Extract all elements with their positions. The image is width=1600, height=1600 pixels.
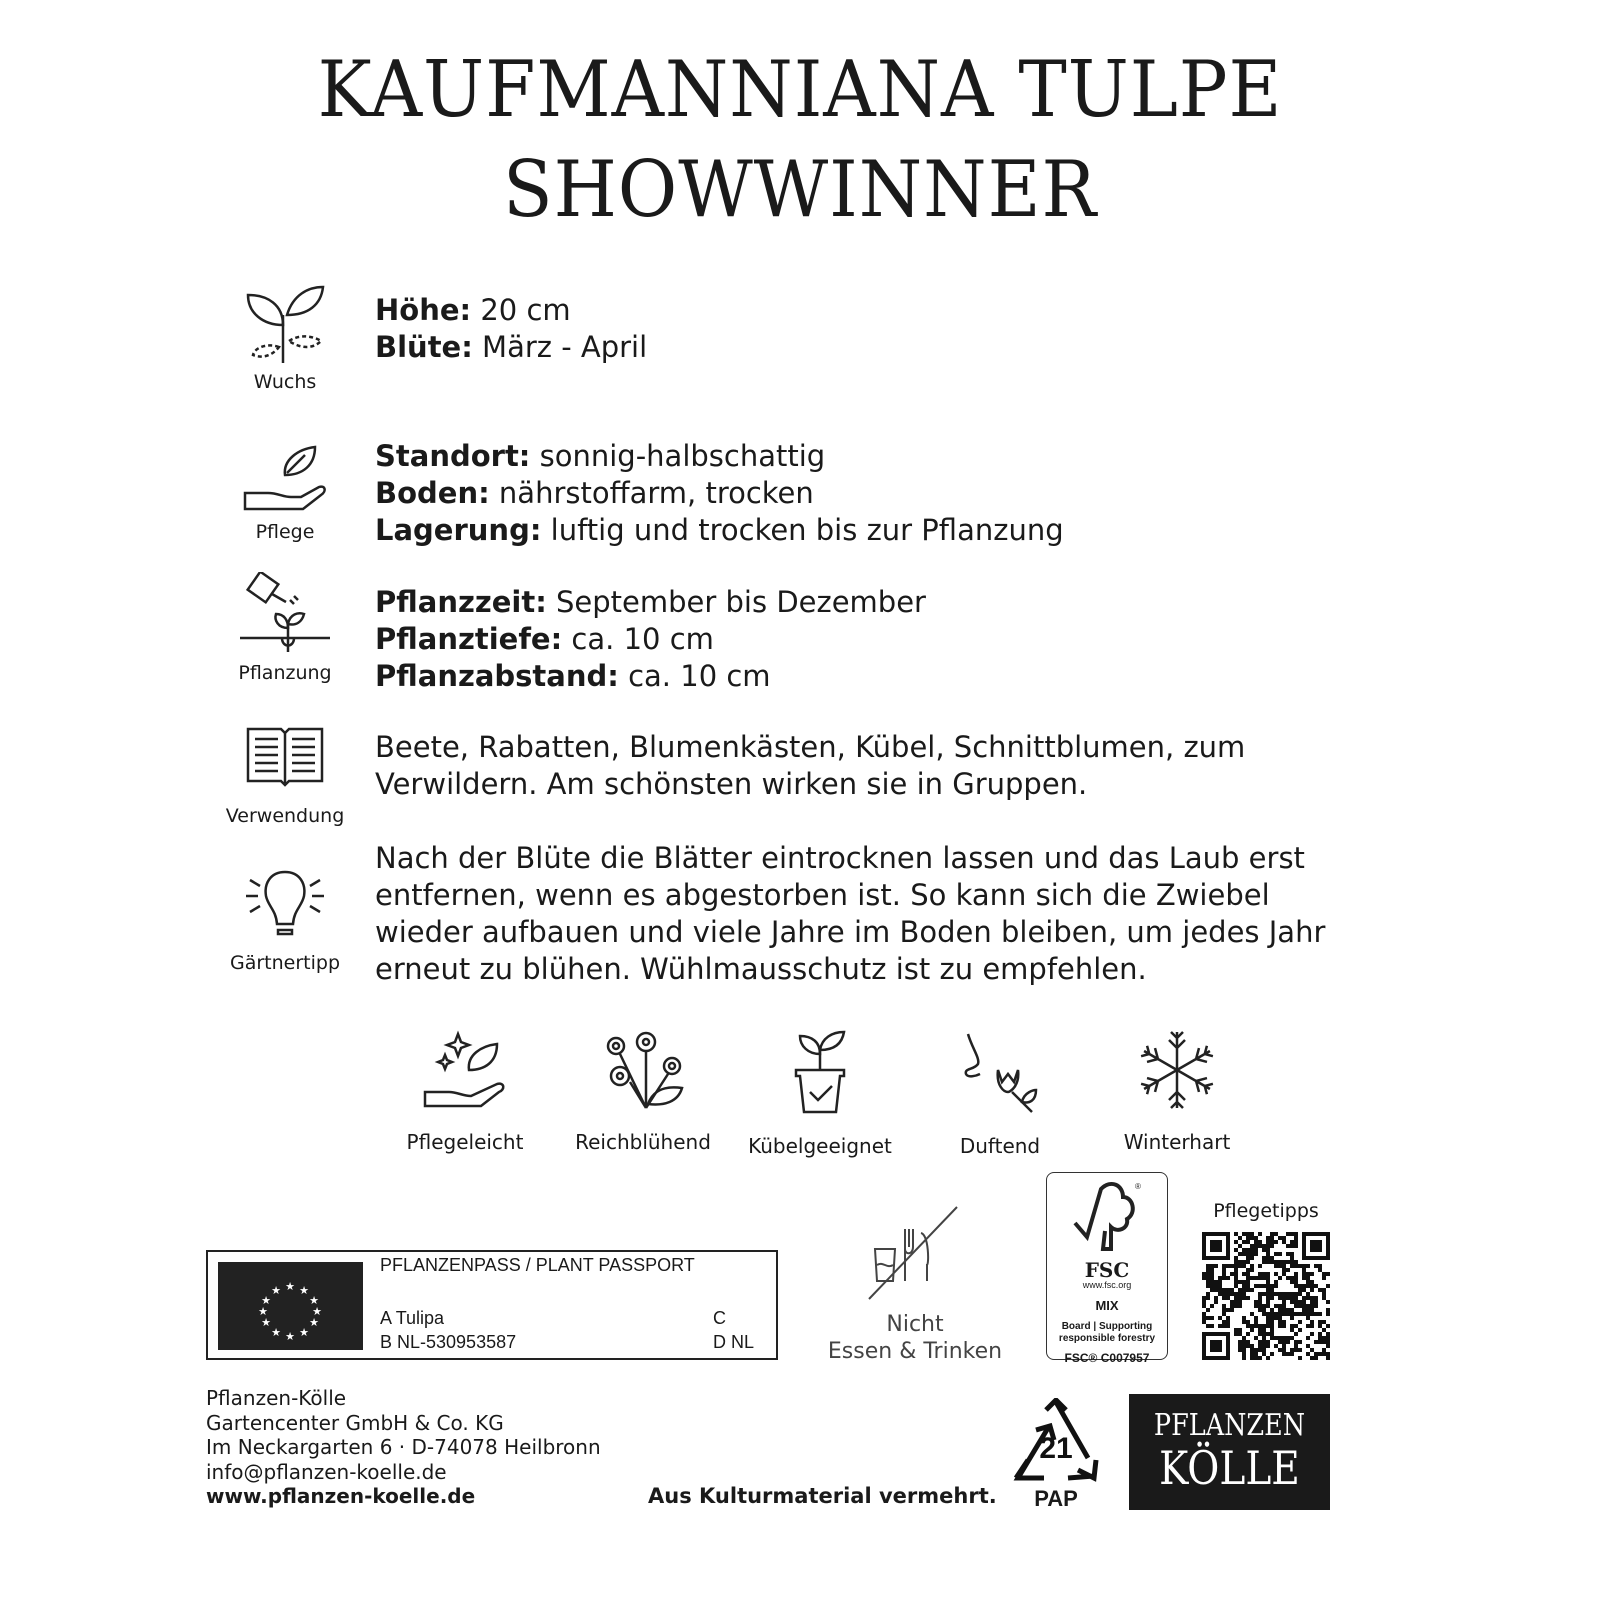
brand-line2: KÖLLE [1159,1441,1300,1495]
feature-label: Winterhart [1123,1130,1231,1154]
fsc-logo [1046,1172,1168,1365]
svg-text:★: ★ [299,1284,309,1297]
fsc-name: FSC [1084,1258,1130,1282]
field-value: nährstoffarm, trocken [489,476,814,510]
svg-text:★: ★ [261,1316,271,1329]
section-verwendung-icon-block [225,725,345,827]
section-gaertnertipp-icon-block [225,868,345,974]
field-value: ca. 10 cm [562,622,714,656]
field-value: 20 cm [471,293,571,327]
origin-note: Aus Kulturmaterial vermehrt. [648,1484,997,1508]
recycle-icon [1008,1398,1104,1488]
warning-line1: Nicht [886,1312,944,1337]
svg-text:★: ★ [309,1316,319,1329]
section-pflanzung-text [375,584,1335,695]
recycle-code: PAP [1034,1486,1078,1511]
section-pflege-icon-block [225,445,345,543]
feature-label: Pflegeleicht [406,1130,524,1154]
lightbulb-icon [242,868,328,938]
field-key: Pflanzzeit: [375,585,547,619]
address-block [206,1386,601,1509]
qr-block [1200,1200,1332,1364]
feature-pflegeleicht [390,1030,540,1154]
field-key: Boden: [375,476,490,510]
svg-text:★: ★ [258,1305,268,1318]
fsc-mix: MIX [1095,1298,1119,1313]
nose-flower-icon [960,1030,1040,1114]
plant-growth-icon [243,285,327,365]
feature-label: Kübelgeeignet [748,1134,892,1158]
feature-duftend [925,1030,1075,1158]
section-verwendung-text: Beete, Rabatten, Blumenkästen, Kübel, Schnittblumen, zum Verwildern. Am schönsten wirken sie in Gruppen. [375,730,1246,801]
passport-a: A Tulipa [380,1308,445,1328]
svg-text:★: ★ [271,1284,281,1297]
field-key: Höhe: [375,293,472,327]
fsc-url: www.fsc.org [1082,1280,1132,1290]
feature-label: Reichblühend [575,1130,711,1154]
flowers-icon [598,1030,688,1110]
field-key: Standort: [375,439,531,473]
svg-text:★: ★ [309,1294,319,1307]
address-company-form: Gartencenter GmbH & Co. KG [206,1410,504,1435]
qr-code[interactable] [1202,1232,1330,1360]
product-title-line2: SHOWWINNER [502,145,1098,235]
hand-sparkle-icon [423,1030,507,1110]
field-value: sonnig-halbschattig [530,439,826,473]
svg-text:★: ★ [271,1326,281,1339]
warning-line2: Essen & Trinken [827,1339,1003,1364]
brand-logo [1129,1394,1330,1510]
field-value: ca. 10 cm [618,659,771,693]
address-email[interactable]: info@pflanzen-koelle.de [206,1459,447,1484]
passport-title: PFLANZENPASS / PLANT PASSPORT [380,1255,695,1275]
recycle-number: 21 [1039,1432,1073,1465]
feature-reichbluehend [568,1030,718,1154]
section-label: Gärtnertipp [229,952,341,974]
svg-text:★: ★ [261,1294,271,1307]
snowflake-icon [1137,1030,1217,1110]
section-label: Pflege [255,521,315,543]
field-key: Pflanztiefe: [375,622,563,656]
section-pflege-text [375,438,1335,549]
feature-label: Duftend [959,1134,1041,1158]
fsc-tree-icon [1067,1179,1147,1255]
plant-passport [206,1250,778,1360]
not-edible-warning [820,1205,1010,1365]
section-wuchs-text [375,292,1335,366]
passport-d: D NL [713,1332,755,1352]
field-value: September bis Dezember [546,585,926,619]
section-wuchs-icon-block [225,285,345,393]
product-title-line1: KAUFMANNIANA TULPE [317,45,1283,135]
svg-text:★: ★ [299,1326,309,1339]
fsc-code: FSC® C007957 [1064,1351,1150,1365]
fsc-claim: Board | Supporting responsible forestry [1058,1321,1156,1344]
book-icon [245,725,325,787]
section-label: Pflanzung [238,662,332,684]
eu-flag-icon [218,1262,363,1350]
field-value: März - April [472,330,648,364]
section-label: Verwendung [225,805,345,827]
plant-pot-check-icon [790,1030,850,1114]
address-company: Pflanzen-Kölle [206,1386,347,1410]
section-label: Wuchs [253,371,317,393]
field-key: Blüte: [375,330,473,364]
passport-b: B NL-530953587 [380,1332,517,1352]
svg-text:★: ★ [312,1305,322,1318]
brand-line1: PFLANZEN [1153,1408,1306,1443]
feature-kuebelgeeignet [745,1030,895,1158]
svg-text:★: ★ [285,1330,295,1343]
watering-can-icon [238,572,332,656]
address-website[interactable]: www.pflanzen-koelle.de [206,1484,476,1508]
hand-leaf-icon [243,445,327,515]
svg-text:★: ★ [285,1280,295,1293]
section-gaertnertipp-text: Nach der Blüte die Blätter eintrocknen lassen und das Laub erst entfernen, wenn es abgestorben ist. So kann sich die Zwiebel wieder aufbauen und viele Jahre im Boden bleiben, um jedes Jahr erneut zu blühen. Wühlmausschutz ist zu empfehlen. [375,841,1326,986]
passport-c: C [713,1308,726,1328]
address-street: Im Neckargarten 6 · D-74078 Heilbronn [206,1435,601,1459]
field-key: Pflanzabstand: [375,659,619,693]
feature-winterhart [1102,1030,1252,1154]
recycling-symbol [1008,1398,1104,1512]
field-value: luftig und trocken bis zur Pflanzung [541,513,1064,547]
field-key: Lagerung: [375,513,542,547]
svg-text:®: ® [1135,1182,1141,1191]
section-pflanzung-icon-block [225,572,345,684]
no-eating-drinking-icon [865,1205,965,1305]
qr-label: Pflegetipps [1213,1200,1319,1222]
